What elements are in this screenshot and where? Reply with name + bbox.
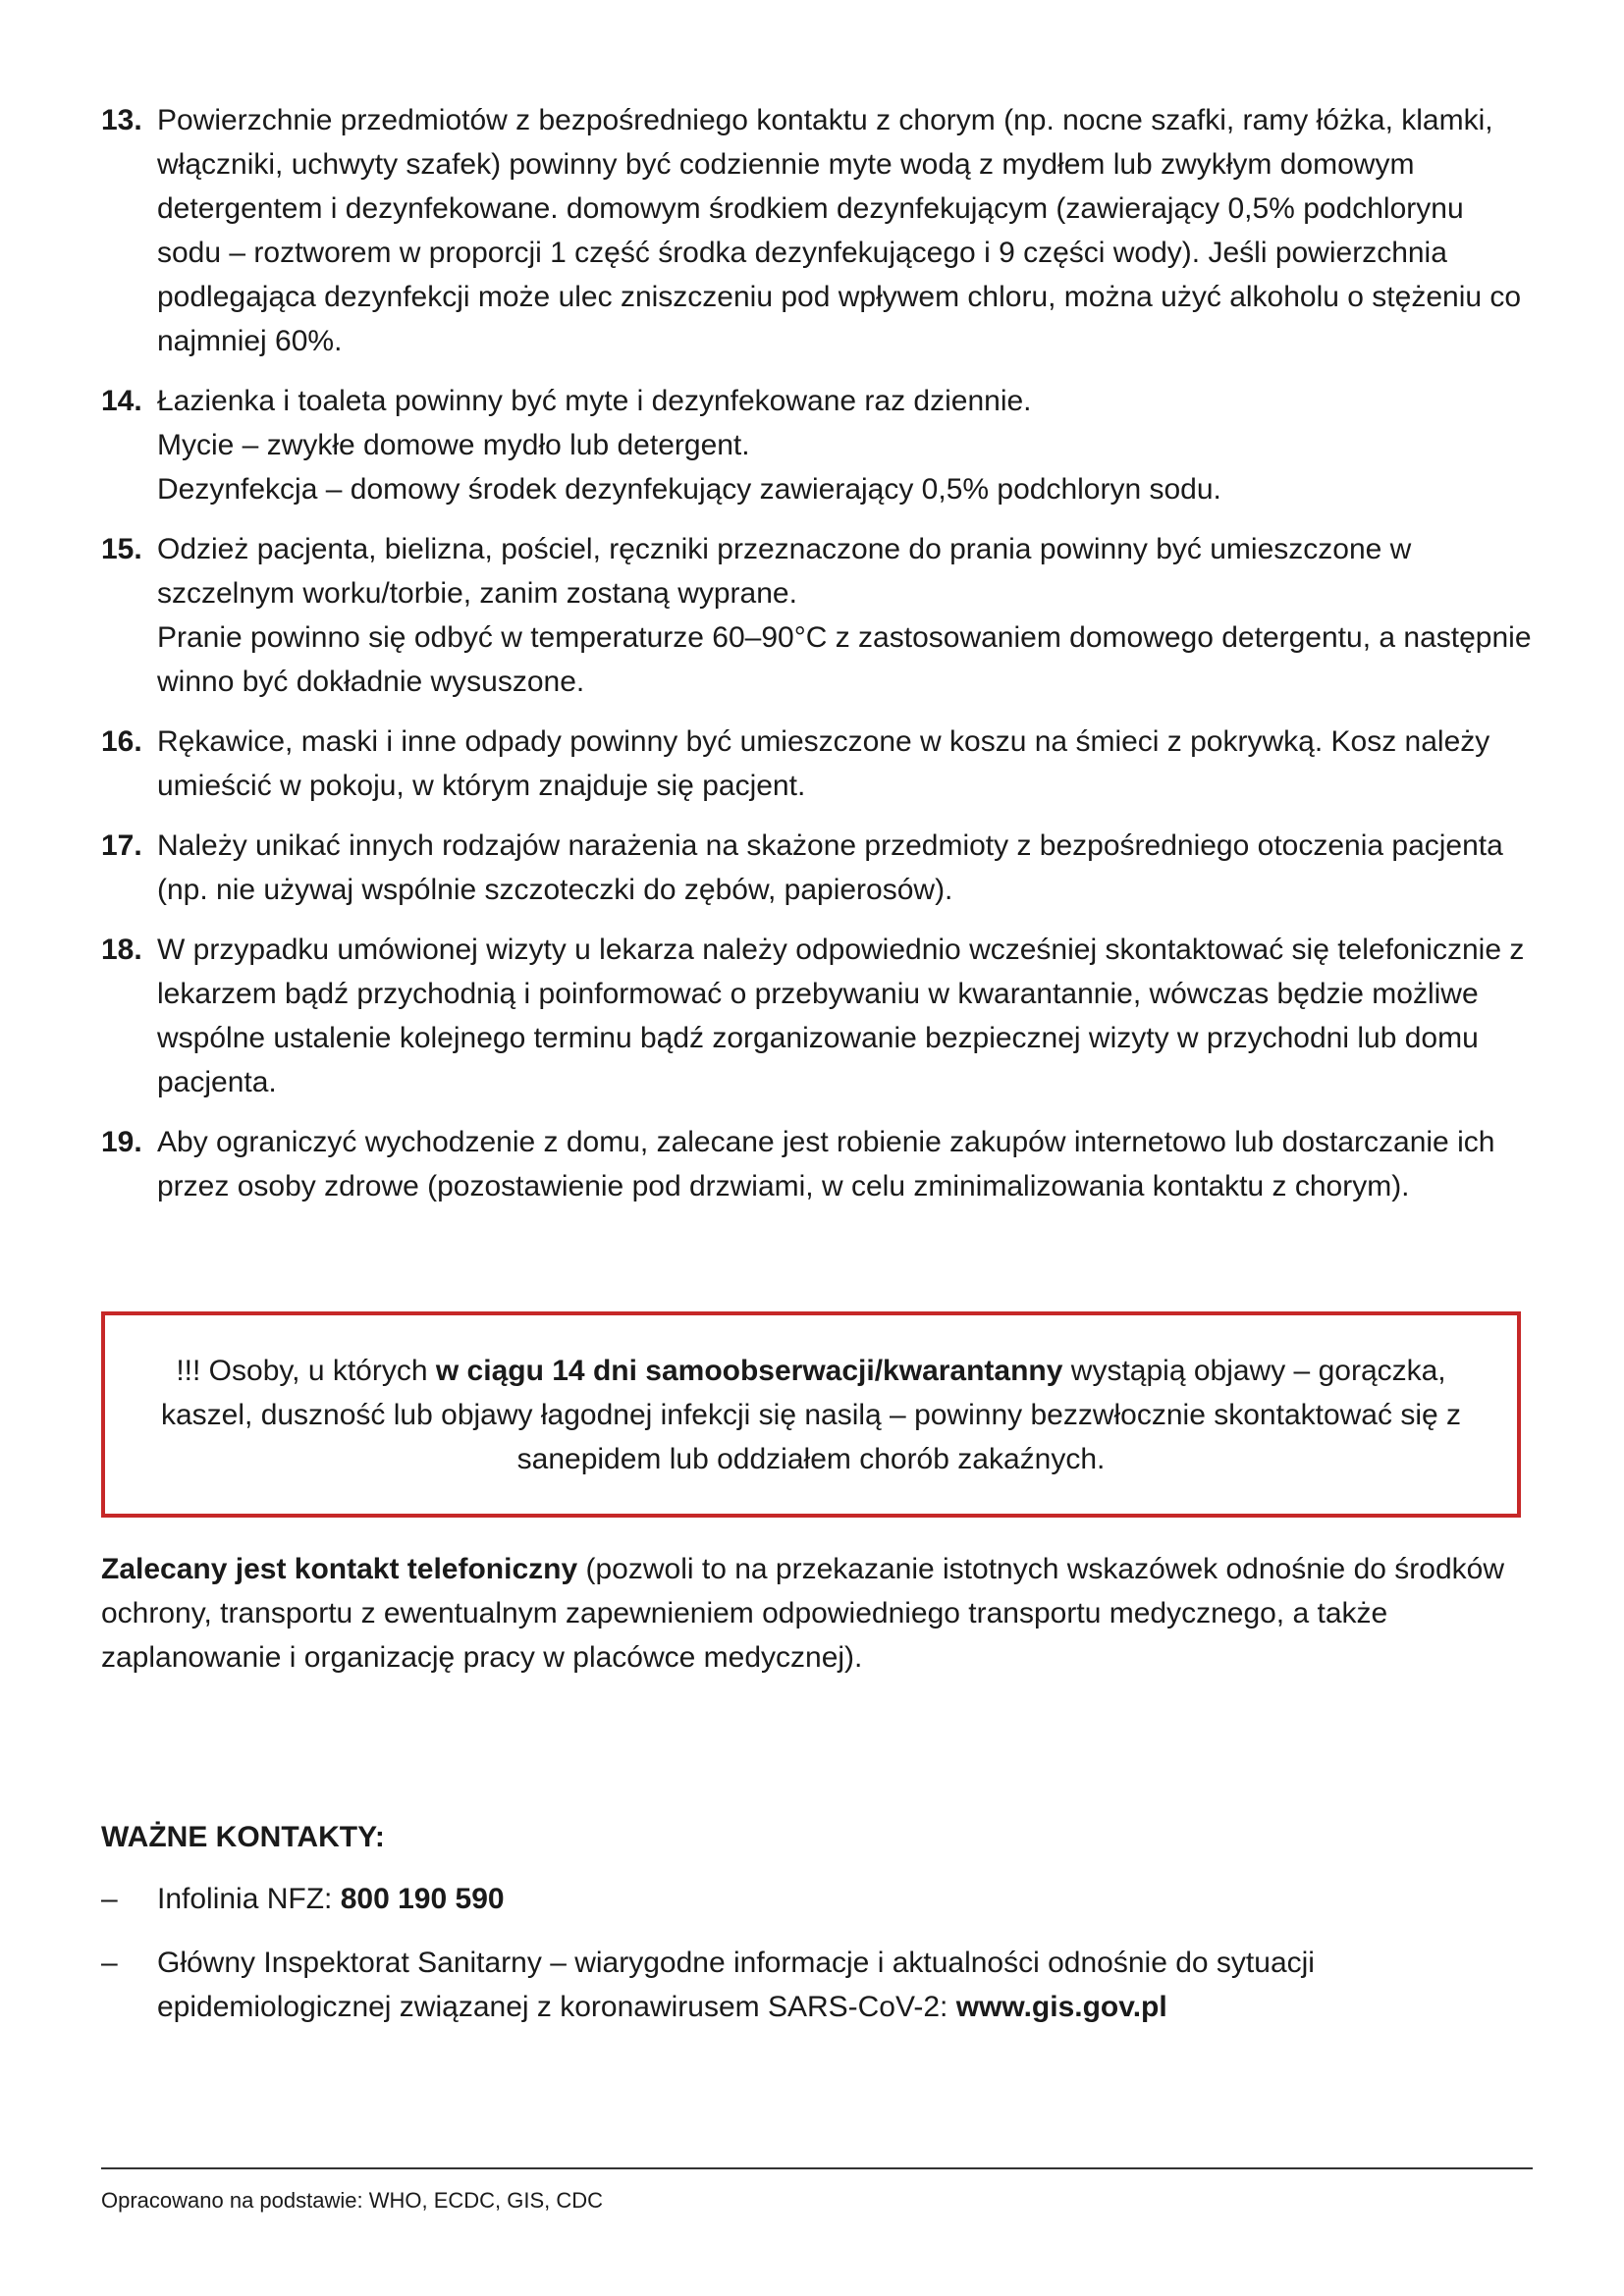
nfz-label: Infolinia NFZ: bbox=[157, 1883, 341, 1915]
item-text: Dezynfekcja – domowy środek dezynfekujący zawierający 0,5% podchloryn sodu. bbox=[157, 473, 1221, 506]
gis-website-link[interactable]: www.gis.gov.pl bbox=[955, 1991, 1167, 2023]
warning-box bbox=[101, 1311, 1521, 1518]
list-item-18 bbox=[101, 928, 1535, 1104]
item-text: Rękawice, maski i inne odpady powinny być umieszczone w koszu na śmieci z pokrywką. Kosz należy umieścić w pokoju, w którym znajduje się pacjent. bbox=[157, 725, 1490, 802]
phone-contact-text bbox=[101, 1547, 1525, 1680]
gis-description: Główny Inspektorat Sanitarny – wiarygodne informacje i aktualności odnośnie do sytuacji epidemiologicznej związanej z koronawirusem SARS-CoV-2: bbox=[157, 1947, 1315, 2023]
footer-divider bbox=[101, 2167, 1533, 2169]
contacts-list bbox=[101, 1877, 1525, 2049]
dash-bullet: – bbox=[101, 1947, 118, 1979]
nfz-phone-number: 800 190 590 bbox=[340, 1883, 505, 1915]
item-number: 17. bbox=[101, 829, 142, 862]
item-number: 14. bbox=[101, 385, 142, 417]
list-item-13 bbox=[101, 98, 1535, 363]
item-text: Aby ograniczyć wychodzenie z domu, zalecane jest robienie zakupów internetowo lub dostarczanie ich przez osoby zdrowe (pozostawienie pod drzwiami, w celu zminimalizowania kontaktu z chorym). bbox=[157, 1126, 1495, 1202]
item-number: 13. bbox=[101, 104, 142, 136]
list-item-17 bbox=[101, 824, 1535, 912]
instructions-list bbox=[101, 98, 1535, 1224]
item-text: Odzież pacjenta, bielizna, pościel, ręczniki przeznaczone do prania powinny być umieszczone w szczelnym worku/torbie, zanim zostaną wyprane. bbox=[157, 533, 1412, 610]
list-item-16 bbox=[101, 720, 1535, 808]
phone-contact-paragraph bbox=[101, 1547, 1525, 1680]
item-text: Pranie powinno się odbyć w temperaturze 60–90°C z zastosowaniem domowego detergentu, a następnie winno być dokładnie wysuszone. bbox=[157, 621, 1532, 698]
list-item-19 bbox=[101, 1120, 1535, 1208]
item-number: 18. bbox=[101, 934, 142, 966]
item-number: 19. bbox=[101, 1126, 142, 1158]
contact-item-gis bbox=[101, 1941, 1525, 2029]
warning-prefix: !!! Osoby, u których bbox=[176, 1354, 436, 1387]
item-text: Łazienka i toaleta powinny być myte i dezynfekowane raz dziennie. bbox=[157, 385, 1032, 417]
item-text: Należy unikać innych rodzajów narażenia na skażone przedmioty z bezpośredniego otoczenia pacjenta (np. nie używaj wspólnie szczoteczki do zębów, papierosów). bbox=[157, 829, 1503, 906]
phone-contact-rest: (pozwoli to na przekazanie istotnych wskazówek odnośnie do środków ochrony, transportu z ewentualnym zapewnieniem odpowiedniego transportu medycznego, a także zaplanowanie i organizację pracy w placówce medycznej). bbox=[101, 1553, 1504, 1674]
item-text: Powierzchnie przedmiotów z bezpośredniego kontaktu z chorym (np. nocne szafki, ramy łóżka, klamki, włączniki, uchwyty szafek) powinny być codziennie myte wodą z mydłem lub zwykłym domowym detergentem i dezynfekowane. domowym środkiem dezynfekującym (zawierający 0,5% podchlorynu sodu – roztworem w proporcji 1 część środka dezynfekującego i 9 części wody). Jeśli powierzchnia podlegająca dezynfekcji może ulec zniszczeniu pod wpływem chloru, można użyć alkoholu o stężeniu co najmniej 60%. bbox=[157, 104, 1522, 357]
footer-source-note: Opracowano na podstawie: WHO, ECDC, GIS, CDC bbox=[101, 2188, 604, 2213]
contact-text bbox=[157, 1877, 1525, 1921]
item-number: 15. bbox=[101, 533, 142, 565]
warning-suffix: wystąpią objawy – gorączka, kaszel, duszność lub objawy łagodnej infekcji się nasilą – powinny bezzwłocznie skontaktować się z sanepidem lub oddziałem chorób zakaźnych. bbox=[160, 1354, 1462, 1475]
list-item-15 bbox=[101, 527, 1535, 704]
dash-bullet: – bbox=[101, 1883, 118, 1915]
contacts-heading: WAŻNE KONTAKTY: bbox=[101, 1821, 385, 1853]
item-text: W przypadku umówionej wizyty u lekarza należy odpowiednio wcześniej skontaktować się telefonicznie z lekarzem bądź przychodnią i poinformować o przebywaniu w kwarantannie, wówczas będzie możliwe wspólne ustalenie kolejnego terminu bądź zorganizowanie bezpiecznej wizyty w przychodni lub domu pacjenta. bbox=[157, 934, 1525, 1098]
item-number: 16. bbox=[101, 725, 142, 758]
item-text: Mycie – zwykłe domowe mydło lub detergent. bbox=[157, 429, 750, 461]
list-item-14 bbox=[101, 379, 1535, 511]
contact-item-nfz bbox=[101, 1877, 1525, 1921]
warning-text bbox=[143, 1349, 1479, 1481]
phone-contact-emphasis: Zalecany jest kontakt telefoniczny bbox=[101, 1553, 578, 1585]
warning-emphasis: w ciągu 14 dni samoobserwacji/kwarantanny bbox=[435, 1354, 1063, 1387]
contact-text bbox=[157, 1941, 1525, 2029]
